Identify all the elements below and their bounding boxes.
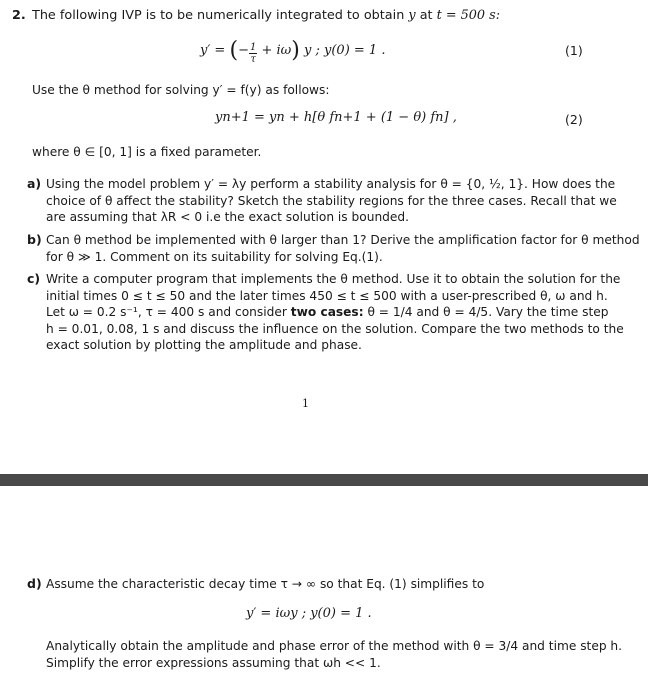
part-a-line: choice of θ affect the stability? Sketch the stability regions for the three cases. Recall that we [46, 193, 617, 208]
eq2-number: (2) [565, 112, 583, 127]
part-c-label: c) [27, 271, 41, 286]
problem-number: 2. [12, 8, 26, 23]
eq1-frac-num: 1 [249, 42, 257, 53]
part-d-intro: Assume the characteristic decay time τ → ∞ so that Eq. (1) simplifies to [46, 577, 485, 591]
eq1-lhs: y′ = [200, 43, 226, 58]
two-cases-bold: two cases: [290, 305, 364, 320]
part-c-text [46, 271, 624, 354]
part-b-line: for θ ≫ 1. Comment on its suitability for solving Eq.(1). [46, 249, 383, 264]
part-a-text [46, 176, 617, 226]
eq1-number: (1) [565, 43, 583, 58]
part-c-line3-b: θ = 1/4 and θ = 4/5. Vary the time step [367, 305, 609, 320]
part-b-line: Can θ method be implemented with θ larger than 1? Derive the amplification factor for θ method [46, 233, 640, 247]
intro-var: y [408, 8, 416, 23]
eq1-frac-den: τ [250, 54, 256, 65]
part-d-label: d) [27, 576, 42, 591]
intro-time: t = 500 s: [436, 8, 501, 23]
problem-intro [32, 8, 500, 24]
page-number: 1 [302, 397, 309, 410]
part-d-line: Analytically obtain the amplitude and phase error of the method with θ = 3/4 and time step h. [46, 639, 623, 653]
intro-at: at [419, 8, 433, 23]
part-d-line: Simplify the error expressions assuming that ωh << 1. [46, 655, 381, 670]
part-c-line: initial times 0 ≤ t ≤ 50 and the later times 450 ≤ t ≤ 500 with a user-prescribed θ, ω and h. [46, 288, 608, 303]
eq1-tail: y ; y(0) = 1 . [304, 43, 386, 58]
page-2 [0, 486, 648, 680]
part-a-line: Using the model problem y′ = λy perform a stability analysis for θ = {0, ½, 1}. How does the [46, 177, 616, 191]
part-b-text [46, 232, 640, 265]
part-a-label: a) [27, 176, 42, 191]
part-c-line: h = 0.01, 0.08, 1 s and discuss the influence on the solution. Compare the two methods to the [46, 321, 624, 336]
part-b-label: b) [27, 232, 42, 247]
where-text: where θ ∈ [0, 1] is a fixed parameter. [32, 145, 262, 159]
equation-1: y′ = (− $\frac{1}{\tau} + i\omega$) y ; y(0) = 1 . [200, 38, 386, 65]
part-c-line [46, 304, 624, 321]
page-divider [0, 474, 648, 486]
part-c-line: Write a computer program that implements the θ method. Use it to obtain the solution for the [46, 272, 621, 286]
part-a-line: are assuming that λR < 0 i.e the exact solution is bounded. [46, 210, 410, 225]
eq1-rest: + iω [261, 43, 292, 58]
part-c-line: exact solution by plotting the amplitude and phase. [46, 338, 362, 353]
part-c-line3-a: Let ω = 0.2 s⁻¹, τ = 400 s and consider [46, 305, 287, 320]
part-d-text [46, 638, 622, 671]
method-intro: Use the θ method for solving y′ = f(y) as follows: [32, 83, 330, 97]
intro-text: The following IVP is to be numerically integrated to obtain [32, 8, 405, 23]
equation-d: y′ = iωy ; y(0) = 1 . [246, 606, 372, 621]
equation-2: yn+1 = yn + h[θ fn+1 + (1 − θ) fn] , [215, 110, 457, 125]
